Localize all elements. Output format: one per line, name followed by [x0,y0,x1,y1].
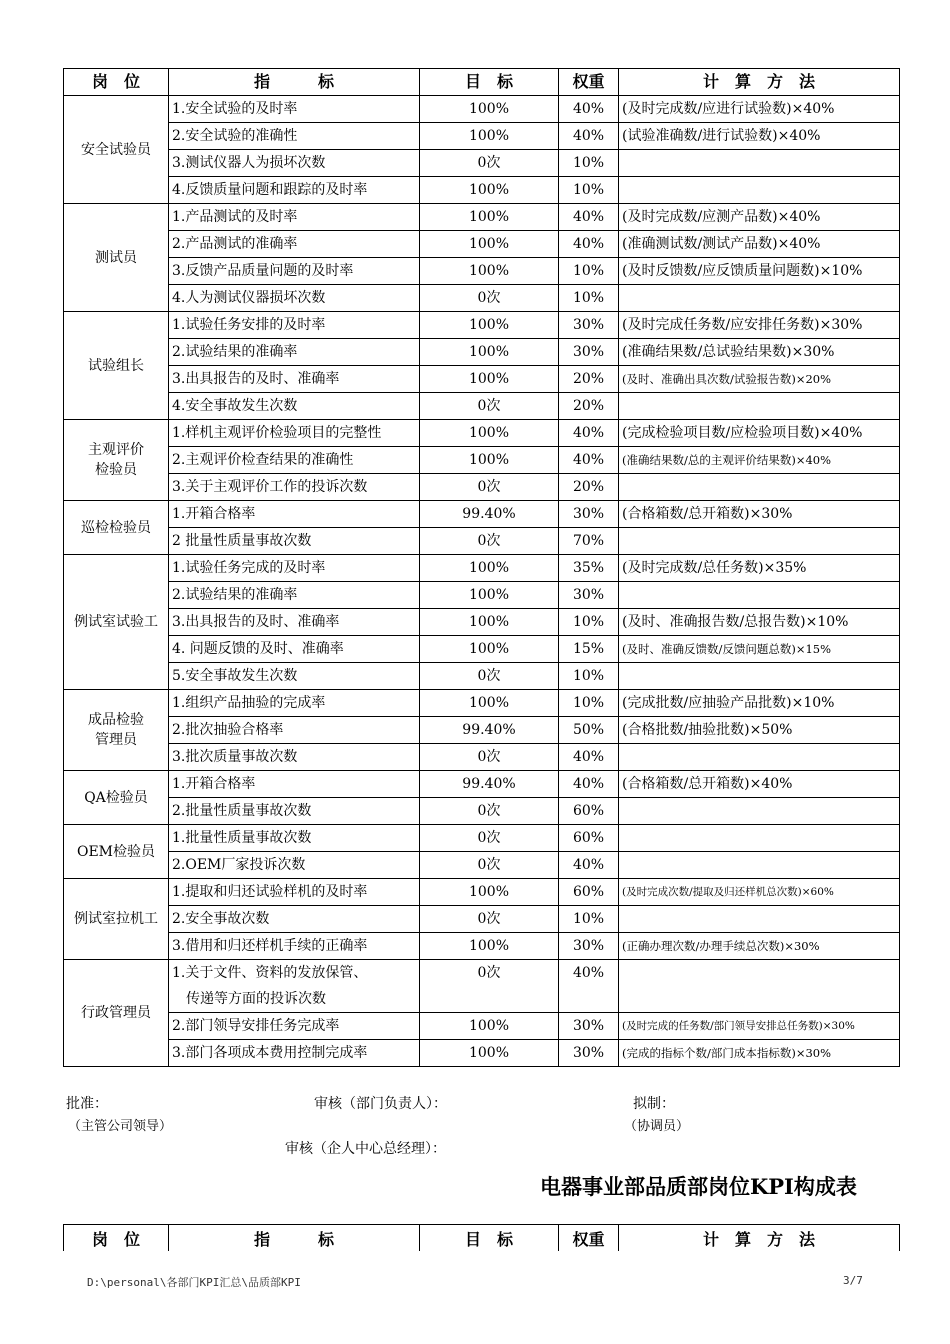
method-cell: (准确结果数/总试验结果数)×30% [619,339,900,366]
target-cell: 100% [420,312,559,339]
kpi-table-body [64,96,900,1067]
method-cell: (完成的指标个数/部门成本指标数)×30% [619,1040,900,1067]
method-cell: (准确测试数/测试产品数)×40% [619,231,900,258]
post-label: 检验员 [95,462,137,478]
target-cell: 0次 [420,285,559,312]
weight-cell: 20% [559,474,619,501]
table-row [64,609,900,636]
weight-cell: 60% [559,879,619,906]
method-cell: (及时完成任务数/应安排任务数)×30% [619,312,900,339]
post-cell [64,204,169,312]
table-row [64,582,900,609]
post-label: 例试室拉机工 [74,911,158,927]
weight-cell: 10% [559,150,619,177]
weight-cell: 35% [559,555,619,582]
header-target: 目 标 [420,69,559,96]
method-cell: (及时、准确反馈数/反馈问题总数)×15% [619,636,900,663]
table-row [64,636,900,663]
indicator-cell: 3.反馈产品质量问题的及时率 [169,258,420,285]
weight-cell: 20% [559,366,619,393]
table-row [64,231,900,258]
indicator-cell: 1.试验任务完成的及时率 [169,555,420,582]
post-cell [64,420,169,501]
method-cell: (及时完成数/应进行试验数)×40% [619,96,900,123]
method-cell: (合格箱数/总开箱数)×30% [619,501,900,528]
table-row [64,663,900,690]
indicator-cell: 1.组织产品抽验的完成率 [169,690,420,717]
target-cell: 0次 [420,528,559,555]
weight-cell: 15% [559,636,619,663]
weight-cell: 10% [559,609,619,636]
table-row [64,420,900,447]
weight-cell: 30% [559,501,619,528]
weight-cell: 30% [559,1013,619,1040]
target-cell: 99.40% [420,771,559,798]
indicator-cell: 2.试验结果的准确率 [169,582,420,609]
method-cell: (及时、准确出具次数/试验报告数)×20% [619,366,900,393]
post-label: QA检验员 [84,789,148,806]
target-cell: 0次 [420,906,559,933]
indicator-cell: 3.测试仪器人为损坏次数 [169,150,420,177]
post-label: 巡检检验员 [81,519,151,536]
method-cell [619,582,900,609]
target-cell: 0次 [420,474,559,501]
target-cell: 100% [420,366,559,393]
method-cell: (合格箱数/总开箱数)×40% [619,771,900,798]
target-cell: 100% [420,1013,559,1040]
weight-cell: 40% [559,771,619,798]
table-row [64,150,900,177]
weight-cell: 10% [559,285,619,312]
review-center-label: 审核（企人中心总经理）： [285,1141,446,1157]
method-cell: (及时完成数/应测产品数)×40% [619,204,900,231]
weight-cell: 10% [559,177,619,204]
table-row [64,339,900,366]
indicator-cell: 2.部门领导安排任务完成率 [169,1013,420,1040]
method-cell: (及时、准确报告数/总报告数)×10% [619,609,900,636]
weight-cell: 70% [559,528,619,555]
indicator-cell-continued: 传递等方面的投诉次数 [169,986,420,1013]
weight-cell: 10% [559,258,619,285]
table-row [64,933,900,960]
target-cell: 100% [420,582,559,609]
indicator-cell: 2.主观评价检查结果的准确性 [169,447,420,474]
header2-indicator: 指 标 [169,1225,420,1252]
method-cell: (完成批数/应抽验产品批数)×10% [619,690,900,717]
table-row [64,1013,900,1040]
post-cell [64,555,169,690]
approve-label: 批准： [66,1096,108,1112]
next-table-header [63,1224,900,1251]
header-method: 计 算 方 法 [619,69,900,96]
approve-sub-label: （主管公司领导） [68,1119,173,1134]
post-label: OEM检验员 [76,843,156,860]
indicator-cell: 3.出具报告的及时、准确率 [169,609,420,636]
method-cell [619,960,900,1013]
draft-sub-label: （协调员） [624,1119,690,1134]
header-weight: 权重 [559,69,619,96]
target-cell: 100% [420,690,559,717]
table-row [64,204,900,231]
table-row [64,906,900,933]
weight-cell: 30% [559,582,619,609]
target-cell: 0次 [420,852,559,879]
method-cell [619,798,900,825]
indicator-cell: 2.安全事故次数 [169,906,420,933]
method-cell: (及时反馈数/应反馈质量问题数)×10% [619,258,900,285]
indicator-cell: 3.借用和归还样机手续的正确率 [169,933,420,960]
post-cell [64,312,169,420]
weight-cell: 30% [559,1040,619,1067]
header-indicator: 指 标 [169,69,420,96]
method-cell: (试验准确数/进行试验数)×40% [619,123,900,150]
target-cell: 100% [420,933,559,960]
post-label: 管理员 [95,732,137,748]
table-row [64,96,900,123]
method-cell: (及时完成次数/提取及归还样机总次数)×60% [619,879,900,906]
target-cell: 100% [420,177,559,204]
target-cell: 100% [420,879,559,906]
target-cell: 0次 [420,150,559,177]
table-row [64,177,900,204]
target-cell: 0次 [420,393,559,420]
header2-weight: 权重 [559,1225,619,1252]
table-row [64,825,900,852]
post-cell [64,960,169,1067]
weight-cell: 50% [559,717,619,744]
weight-cell: 20% [559,393,619,420]
weight-cell: 30% [559,339,619,366]
next-page-title: 电器事业部品质部岗位KPI构成表 [540,1174,857,1199]
target-cell: 100% [420,636,559,663]
method-cell [619,825,900,852]
weight-cell: 40% [559,852,619,879]
target-cell: 100% [420,258,559,285]
indicator-cell: 1.产品测试的及时率 [169,204,420,231]
table-row [64,285,900,312]
post-label: 测试员 [95,249,137,266]
method-cell: (正确办理次数/办理手续总次数)×30% [619,933,900,960]
footer-path: D:\personal\各部门KPI汇总\品质部KPI [87,1276,301,1289]
post-label: 主观评价 [88,442,144,458]
table-row [64,258,900,285]
weight-cell: 40% [559,204,619,231]
table-row [64,447,900,474]
target-cell: 0次 [420,744,559,771]
target-cell: 0次 [420,798,559,825]
weight-cell: 10% [559,906,619,933]
method-cell [619,393,900,420]
post-label: 成品检验 [88,712,144,728]
method-cell [619,663,900,690]
table-row [64,474,900,501]
indicator-cell: 3.批次质量事故次数 [169,744,420,771]
post-cell [64,879,169,960]
post-cell [64,690,169,771]
target-cell: 100% [420,1040,559,1067]
method-cell [619,177,900,204]
table-row [64,879,900,906]
table-row [64,123,900,150]
table-row [64,771,900,798]
indicator-cell: 2.OEM厂家投诉次数 [169,852,420,879]
target-cell: 100% [420,447,559,474]
indicator-cell: 4.反馈质量问题和跟踪的及时率 [169,177,420,204]
table-row [64,717,900,744]
indicator-cell: 1.样机主观评价检验项目的完整性 [169,420,420,447]
table-row [64,798,900,825]
footer-page: 3/7 [843,1274,863,1287]
method-cell [619,852,900,879]
weight-cell: 40% [559,231,619,258]
table-row [64,555,900,582]
weight-cell: 40% [559,420,619,447]
target-cell: 99.40% [420,501,559,528]
draft-label: 拟制： [633,1096,675,1112]
indicator-cell: 3.出具报告的及时、准确率 [169,366,420,393]
indicator-cell: 2.批次抽验合格率 [169,717,420,744]
review-dept-label: 审核（部门负责人）： [314,1096,447,1112]
table-header-row [64,69,900,96]
table-row [64,852,900,879]
header2-post: 岗 位 [64,1225,169,1252]
indicator-cell: 3.部门各项成本费用控制完成率 [169,1040,420,1067]
table-row [64,366,900,393]
weight-cell: 40% [559,744,619,771]
method-cell: (及时完成的任务数/部门领导安排总任务数)×30% [619,1013,900,1040]
weight-cell: 10% [559,690,619,717]
indicator-cell: 1.开箱合格率 [169,501,420,528]
indicator-cell: 5.安全事故发生次数 [169,663,420,690]
method-cell: (完成检验项目数/应检验项目数)×40% [619,420,900,447]
table-row [64,312,900,339]
header2-target: 目 标 [420,1225,559,1252]
method-cell [619,150,900,177]
kpi-table [63,68,900,1067]
indicator-cell: 2 批量性质量事故次数 [169,528,420,555]
indicator-cell: 4.安全事故发生次数 [169,393,420,420]
post-cell [64,501,169,555]
method-cell [619,906,900,933]
post-label: 行政管理员 [81,1005,151,1021]
header2-method: 计 算 方 法 [619,1225,900,1252]
method-cell: (准确结果数/总的主观评价结果数)×40% [619,447,900,474]
method-cell: (合格批数/抽验批数)×50% [619,717,900,744]
weight-cell: 60% [559,798,619,825]
indicator-cell: 1.批量性质量事故次数 [169,825,420,852]
weight-cell: 40% [559,960,619,1013]
indicator-cell: 4.人为测试仪器损坏次数 [169,285,420,312]
indicator-cell: 2.产品测试的准确率 [169,231,420,258]
weight-cell: 40% [559,447,619,474]
method-cell [619,474,900,501]
table-row [64,1040,900,1067]
target-cell: 100% [420,123,559,150]
indicator-cell: 1.试验任务安排的及时率 [169,312,420,339]
header-post: 岗 位 [64,69,169,96]
indicator-cell: 3.关于主观评价工作的投诉次数 [169,474,420,501]
indicator-cell: 1.提取和归还试验样机的及时率 [169,879,420,906]
target-cell: 100% [420,204,559,231]
indicator-cell: 2.安全试验的准确性 [169,123,420,150]
method-cell [619,285,900,312]
table-row [64,960,900,987]
post-cell [64,771,169,825]
target-cell: 0次 [420,663,559,690]
post-cell [64,825,169,879]
target-cell: 0次 [420,960,559,1013]
table-row [64,501,900,528]
weight-cell: 10% [559,663,619,690]
target-cell: 100% [420,339,559,366]
table-row [64,393,900,420]
indicator-cell: 2.试验结果的准确率 [169,339,420,366]
indicator-cell: 2.批量性质量事故次数 [169,798,420,825]
target-cell: 100% [420,231,559,258]
weight-cell: 40% [559,96,619,123]
target-cell: 100% [420,609,559,636]
method-cell: (及时完成数/总任务数)×35% [619,555,900,582]
target-cell: 100% [420,96,559,123]
weight-cell: 30% [559,933,619,960]
method-cell [619,744,900,771]
post-label: 安全试验员 [81,141,151,158]
weight-cell: 40% [559,123,619,150]
post-label: 试验组长 [88,357,144,374]
post-label: 例试室试验工 [74,614,158,630]
indicator-cell: 1.安全试验的及时率 [169,96,420,123]
table-row [64,744,900,771]
indicator-cell: 4. 问题反馈的及时、准确率 [169,636,420,663]
method-cell [619,528,900,555]
target-cell: 100% [420,420,559,447]
indicator-cell: 1.开箱合格率 [169,771,420,798]
target-cell: 0次 [420,825,559,852]
post-cell [64,96,169,204]
target-cell: 99.40% [420,717,559,744]
indicator-cell: 1.关于文件、资料的发放保管、 [169,960,420,987]
weight-cell: 30% [559,312,619,339]
table-row [64,690,900,717]
table-row [64,528,900,555]
target-cell: 100% [420,555,559,582]
weight-cell: 60% [559,825,619,852]
